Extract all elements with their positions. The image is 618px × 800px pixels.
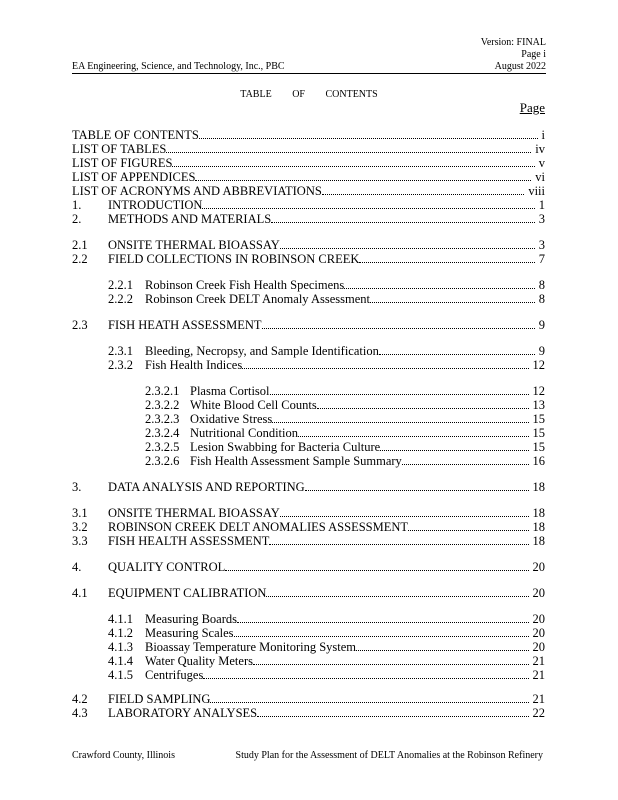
toc-entry-number: 4. [72,560,82,574]
toc-entry [0,156,618,170]
toc-entry-number: 2.3.2.1 [145,384,180,398]
toc-entry-number: 2.3.1 [108,344,133,358]
toc-entry-number: 2. [72,212,82,226]
toc-entry-page: i [541,128,545,142]
toc-entry-page: 21 [532,654,545,668]
toc-entry-label: LIST OF ACRONYMS AND ABBREVIATIONS [72,184,322,198]
toc-entry-page: 12 [532,358,545,372]
toc-entry [0,480,618,494]
toc-entry-page: 1 [538,198,545,212]
toc-entry-page: 9 [538,344,545,358]
toc-leader-dots [408,530,528,531]
toc-entry-number: 2.3.2.6 [145,454,180,468]
footer-location: Crawford County, Illinois [72,750,175,761]
toc-entry-page: 22 [532,706,545,720]
toc-leader-dots [379,354,535,355]
toc-entry-page: 15 [532,426,545,440]
toc-entry [0,654,618,668]
toc-entry-page: 20 [532,626,545,640]
toc-entry [0,612,618,626]
toc-leader-dots [344,288,534,289]
toc-entry-label: EQUIPMENT CALIBRATION [108,586,267,600]
toc-leader-dots [242,368,528,369]
toc-leader-dots [172,166,534,167]
toc-entry-label: Robinson Creek DELT Anomaly Assessment [145,292,370,306]
toc-entry [0,640,618,654]
toc-entry [0,506,618,520]
toc-entry [0,278,618,292]
toc-leader-dots [234,636,529,637]
page-column-label: Page [519,100,545,115]
toc-entry [0,398,618,412]
toc-entry-label: FISH HEALTH ASSESSMENT [108,534,270,548]
toc-leader-dots [356,650,528,651]
toc-leader-dots [298,436,529,437]
toc-entry-number: 3. [72,480,82,494]
toc-entry-page: 21 [532,668,545,682]
toc-entry-page: 21 [532,692,545,706]
toc-entry [0,128,618,142]
header-company: EA Engineering, Science, and Technology, Inc., PBC [72,61,285,72]
toc-entry-number: 2.3.2 [108,358,133,372]
toc-leader-dots [271,222,535,223]
toc-leader-dots [202,208,534,209]
toc-entry [0,412,618,426]
toc-entry [0,440,618,454]
toc-entry [0,384,618,398]
toc-entry-label: LABORATORY ANALYSES [108,706,258,720]
toc-entry-label: ONSITE THERMAL BIOASSAY [108,238,280,252]
toc-entry-page: 9 [538,318,545,332]
toc-entry-label: FIELD COLLECTIONS IN ROBINSON CREEK [108,252,360,266]
toc-entry [0,426,618,440]
toc-entry-page: iv [535,142,545,156]
toc-entry-label: INTRODUCTION [108,198,203,212]
toc-entry-number: 2.3.2.5 [145,440,180,454]
toc-entry-page: 3 [538,238,545,252]
toc-entry-label: Fish Health Assessment Sample Summary [190,454,402,468]
toc-entry-number: 4.1.5 [108,668,133,682]
toc-entry-label: ROBINSON CREEK DELT ANOMALIES ASSESSMENT [108,520,409,534]
toc-entry-page: 7 [538,252,545,266]
toc-entry [0,292,618,306]
toc-leader-dots [237,622,529,623]
toc-entry-number: 2.3.2.2 [145,398,180,412]
header-date: August 2022 [494,61,546,72]
toc-entry-number: 3.1 [72,506,88,520]
toc-leader-dots [322,194,525,195]
header-page: Page i [521,49,546,60]
toc-entry-label: Centrifuges [145,668,204,682]
toc-entry-page: 20 [532,640,545,654]
toc-entry-number: 4.2 [72,692,88,706]
toc-entry [0,184,618,198]
toc-entry-label: FIELD SAMPLING [108,692,211,706]
toc-entry-number: 3.3 [72,534,88,548]
toc-entry-label: Measuring Scales [145,626,234,640]
toc-entry-number: 2.3.2.3 [145,412,180,426]
toc-entry-page: 18 [532,520,545,534]
toc-leader-dots [370,302,535,303]
toc-leader-dots [166,152,531,153]
toc-entry-page: v [538,156,545,170]
toc-leader-dots [195,180,531,181]
toc-entry-number: 1. [72,198,82,212]
toc-entry-label: DATA ANALYSIS AND REPORTING [108,480,305,494]
toc-entry-number: 4.1.1 [108,612,133,626]
toc-entry-label: Fish Health Indices [145,358,243,372]
toc-entry-number: 4.1 [72,586,88,600]
toc-entry [0,454,618,468]
toc-entry-number: 2.2.2 [108,292,133,306]
toc-entry-page: 16 [532,454,545,468]
toc-entry [0,318,618,332]
toc-entry [0,170,618,184]
toc-entry-page: 20 [532,560,545,574]
header-rule [72,73,546,74]
toc-leader-dots [270,394,529,395]
toc-entry-page: 18 [532,534,545,548]
toc-entry-label: LIST OF TABLES [72,142,167,156]
toc-entry-number: 4.3 [72,706,88,720]
toc-entry-number: 2.2 [72,252,88,266]
toc-leader-dots [266,596,528,597]
toc-leader-dots [262,328,535,329]
toc-entry-label: Robinson Creek Fish Health Specimens [145,278,345,292]
toc-entry [0,142,618,156]
toc-entry [0,358,618,372]
toc-title: TABLE OF CONTENTS [240,89,378,100]
toc-leader-dots [305,490,529,491]
toc-entry-label: Nutritional Condition [190,426,298,440]
toc-entry-page: 12 [532,384,545,398]
toc-entry-label: Bioassay Temperature Monitoring System [145,640,357,654]
toc-leader-dots [210,702,528,703]
toc-entry [0,668,618,682]
toc-entry-label: TABLE OF CONTENTS [72,128,199,142]
toc-leader-dots [317,408,529,409]
toc-entry-number: 2.3 [72,318,88,332]
toc-entry-number: 2.2.1 [108,278,133,292]
footer-document-title: Study Plan for the Assessment of DELT Anomalies at the Robinson Refinery [235,750,543,761]
toc-entry [0,252,618,266]
toc-entry-label: Bleeding, Necropsy, and Sample Identification [145,344,379,358]
toc-entry-label: Lesion Swabbing for Bacteria Culture [190,440,381,454]
toc-entry-page: 15 [532,440,545,454]
toc-leader-dots [269,544,528,545]
toc-entry-label: QUALITY CONTROL [108,560,226,574]
toc-entry-label: LIST OF FIGURES [72,156,173,170]
toc-entry-number: 4.1.2 [108,626,133,640]
toc-entry-page: 3 [538,212,545,226]
toc-entry-page: 13 [532,398,545,412]
toc-leader-dots [280,516,529,517]
toc-leader-dots [359,262,534,263]
toc-entry-page: vi [535,170,545,184]
toc-entry [0,198,618,212]
toc-entry [0,706,618,720]
toc-entry [0,212,618,226]
header-version-block [481,37,546,73]
toc-entry-label: METHODS AND MATERIALS [108,212,272,226]
header-version: Version: FINAL [480,37,546,48]
toc-entry-page: 18 [532,506,545,520]
toc-entry-number: 4.1.4 [108,654,133,668]
toc-entry-page: 20 [532,586,545,600]
toc-entry-page: viii [528,184,545,198]
toc-entry-number: 2.3.2.4 [145,426,180,440]
toc-leader-dots [257,716,528,717]
toc-leader-dots [280,248,535,249]
toc-entry-page: 18 [532,480,545,494]
toc-entry-number: 2.1 [72,238,88,252]
toc-entry [0,586,618,600]
toc-entry [0,692,618,706]
toc-entry [0,534,618,548]
toc-leader-dots [253,664,529,665]
toc-entry-number: 3.2 [72,520,88,534]
toc-leader-dots [272,422,528,423]
toc-leader-dots [203,678,528,679]
toc-entry-label: Plasma Cortisol [190,384,270,398]
toc-entry-label: LIST OF APPENDICES [72,170,196,184]
toc-entry-label: ONSITE THERMAL BIOASSAY [108,506,280,520]
toc-leader-dots [380,450,528,451]
toc-entry-number: 4.1.3 [108,640,133,654]
toc-entry-page: 20 [532,612,545,626]
toc-entry [0,344,618,358]
toc-entry [0,520,618,534]
toc-leader-dots [402,464,529,465]
toc-entry [0,626,618,640]
toc-entry-label: FISH HEATH ASSESSMENT [108,318,262,332]
toc-entry [0,560,618,574]
toc-entry-page: 15 [532,412,545,426]
toc-leader-dots [225,570,528,571]
toc-entry-page: 8 [538,292,545,306]
toc-entry-label: Measuring Boards [145,612,237,626]
toc-entry [0,238,618,252]
toc-entry-label: Water Quality Meters [145,654,253,668]
toc-entry-page: 8 [538,278,545,292]
toc-entry-label: White Blood Cell Counts [190,398,317,412]
toc-entry-label: Oxidative Stress [190,412,273,426]
toc-leader-dots [199,138,538,139]
